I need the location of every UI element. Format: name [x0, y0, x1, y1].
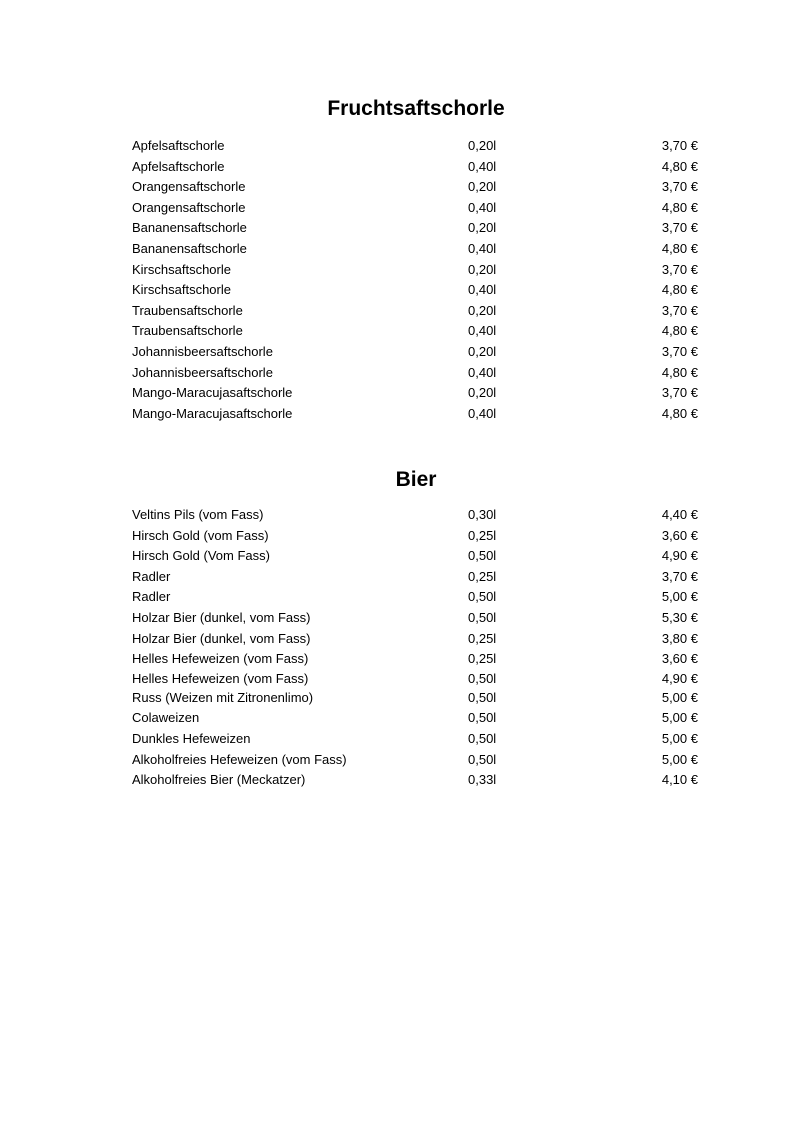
menu-item-row [132, 505, 702, 526]
item-price: 4,80 € [661, 282, 698, 298]
item-price: 5,00 € [661, 751, 698, 767]
item-price: 3,70 € [661, 179, 698, 195]
item-size: 0,30l [468, 507, 497, 522]
item-name: Dunkles Hefeweizen [132, 730, 251, 746]
menu-item-row [132, 629, 702, 650]
menu-item-row [132, 239, 702, 260]
menu-item-row [132, 321, 702, 342]
item-name: Helles Hefeweizen (vom Fass) [132, 651, 309, 667]
item-size: 0,50l [468, 589, 497, 605]
menu-item-row [132, 688, 702, 709]
menu-item-row [132, 136, 702, 157]
item-name: Kirschsaftschorle [132, 261, 231, 277]
item-size: 0,20l [468, 385, 497, 401]
item-price: 4,80 € [661, 323, 698, 339]
item-name: Johannisbeersaftschorle [132, 364, 273, 380]
item-price: 5,30 € [661, 609, 698, 625]
item-name: Russ (Weizen mit Zitronenlimo) [132, 689, 314, 705]
item-name: Bananensaftschorle [132, 240, 247, 256]
item-size: 0,20l [468, 302, 497, 318]
menu-item-row [132, 670, 702, 688]
menu-item-row [132, 301, 702, 322]
item-size: 0,20l [468, 179, 497, 195]
item-size: 0,50l [468, 670, 497, 686]
menu-item-row [132, 260, 702, 281]
item-price: 4,80 € [661, 158, 698, 174]
item-size: 0,50l [468, 609, 497, 625]
item-price: 4,80 € [661, 199, 698, 215]
item-size: 0,25l [468, 568, 497, 584]
item-price: 4,80 € [661, 364, 698, 380]
item-price: 3,60 € [661, 651, 698, 667]
item-size: 0,50l [468, 548, 497, 564]
item-size: 0,40l [468, 364, 497, 380]
item-size: 0,50l [468, 710, 497, 726]
item-name: Apfelsaftschorle [132, 158, 225, 174]
item-name: Colaweizen [132, 710, 200, 726]
menu-item-row [132, 383, 702, 404]
menu-item-row [132, 526, 702, 547]
menu-item-row [132, 218, 702, 239]
item-name: Alkoholfreies Hefeweizen (vom Fass) [132, 751, 347, 767]
item-price: 3,80 € [661, 630, 698, 646]
section-title: Bier [395, 468, 437, 491]
menu-item-row [132, 546, 702, 567]
item-name: Hirsch Gold (vom Fass) [132, 527, 269, 543]
item-size: 0,50l [468, 730, 497, 746]
menu-item-row [132, 567, 702, 588]
item-price: 3,70 € [661, 220, 698, 236]
item-name: Veltins Pils (vom Fass) [132, 507, 264, 522]
item-name: Orangensaftschorle [132, 179, 246, 195]
item-name: Hirsch Gold (Vom Fass) [132, 548, 270, 564]
menu-item-row [132, 157, 702, 178]
menu-list [132, 136, 702, 424]
item-name: Bananensaftschorle [132, 220, 247, 236]
item-name: Apfelsaftschorle [132, 138, 225, 153]
item-size: 0,40l [468, 240, 497, 256]
item-size: 0,25l [468, 651, 497, 667]
item-price: 4,80 € [661, 240, 698, 256]
item-price: 3,70 € [661, 138, 698, 153]
menu-item-row [132, 198, 702, 219]
item-name: Radler [132, 589, 171, 605]
menu-item-row [132, 177, 702, 198]
item-price: 4,90 € [661, 548, 698, 564]
item-price: 4,40 € [661, 507, 698, 522]
menu-item-row [132, 608, 702, 629]
item-price: 3,70 € [661, 302, 698, 318]
item-price: 5,00 € [661, 710, 698, 726]
item-size: 0,20l [468, 261, 497, 277]
item-size: 0,40l [468, 323, 497, 339]
menu-item-row [132, 649, 702, 670]
menu-item-row [132, 587, 702, 608]
item-size: 0,40l [468, 199, 497, 215]
item-price: 5,00 € [661, 730, 698, 746]
menu-item-row [132, 750, 702, 771]
item-price: 5,00 € [661, 689, 698, 705]
item-name: Helles Hefeweizen (vom Fass) [132, 670, 309, 686]
item-name: Orangensaftschorle [132, 199, 246, 215]
item-size: 0,20l [468, 138, 497, 153]
item-size: 0,25l [468, 630, 497, 646]
menu-item-row [132, 363, 702, 384]
item-price: 5,00 € [661, 589, 698, 605]
item-size: 0,40l [468, 405, 497, 421]
menu-list [132, 505, 702, 791]
item-name: Kirschsaftschorle [132, 282, 231, 298]
item-price: 3,70 € [661, 568, 698, 584]
item-size: 0,50l [468, 689, 497, 705]
item-price: 3,60 € [661, 527, 698, 543]
item-size: 0,20l [468, 220, 497, 236]
item-size: 0,50l [468, 751, 497, 767]
item-name: Traubensaftschorle [132, 323, 243, 339]
item-name: Mango-Maracujasaftschorle [132, 405, 293, 421]
item-price: 3,70 € [661, 261, 698, 277]
item-size: 0,33l [468, 772, 497, 788]
item-name: Johannisbeersaftschorle [132, 343, 273, 359]
item-price: 3,70 € [661, 343, 698, 359]
item-name: Holzar Bier (dunkel, vom Fass) [132, 630, 311, 646]
item-price: 4,90 € [661, 670, 698, 686]
item-name: Mango-Maracujasaftschorle [132, 385, 293, 401]
menu-item-row [132, 708, 702, 729]
item-name: Radler [132, 568, 171, 584]
item-price: 3,70 € [661, 385, 698, 401]
item-size: 0,40l [468, 158, 497, 174]
menu-item-row [132, 280, 702, 301]
item-price: 4,80 € [661, 405, 698, 421]
section-title: Fruchtsaftschorle [327, 97, 505, 120]
menu-item-row [132, 404, 702, 425]
item-name: Alkoholfreies Bier (Meckatzer) [132, 772, 306, 788]
menu-item-row [132, 342, 702, 363]
item-name: Holzar Bier (dunkel, vom Fass) [132, 609, 311, 625]
item-size: 0,20l [468, 343, 497, 359]
item-size: 0,40l [468, 282, 497, 298]
menu-item-row [132, 770, 702, 791]
item-size: 0,25l [468, 527, 497, 543]
menu-item-row [132, 729, 702, 750]
item-price: 4,10 € [661, 772, 698, 788]
item-name: Traubensaftschorle [132, 302, 243, 318]
